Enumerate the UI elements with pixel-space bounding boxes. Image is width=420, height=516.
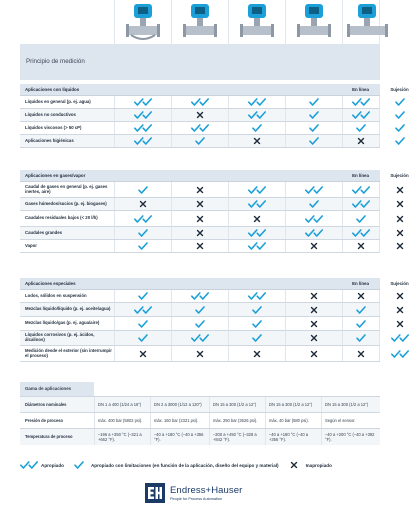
table-row xyxy=(20,317,380,331)
suitability-cell xyxy=(228,198,285,210)
double-check-icon xyxy=(134,111,152,119)
thermal-meter-image xyxy=(290,1,338,43)
range-value: DN 15 a 300 (1/2 a 12") xyxy=(209,397,265,412)
suitability-cell xyxy=(285,135,342,147)
application-label: Medición desde el exterior (sin interrumpir el proceso) xyxy=(25,347,112,358)
double-check-icon xyxy=(352,229,370,237)
cross-icon xyxy=(391,292,409,300)
cross-icon xyxy=(391,306,409,314)
range-value: DN 2 a 3000 (1/12 a 120") xyxy=(150,397,209,412)
double-check-icon xyxy=(134,215,152,223)
product-cell xyxy=(285,0,342,44)
table-row xyxy=(20,135,380,148)
double-check-icon xyxy=(191,334,209,342)
check-icon xyxy=(305,98,323,106)
double-check-icon xyxy=(391,350,409,358)
suitability-cell xyxy=(171,317,228,330)
suitability-cell xyxy=(379,346,420,361)
brand-logo xyxy=(145,478,275,508)
cross-icon xyxy=(391,242,409,250)
double-check-icon xyxy=(134,98,152,106)
suitability-cell xyxy=(171,346,228,361)
suitability-cell xyxy=(114,109,171,121)
suitability-cell xyxy=(228,303,285,316)
check-icon xyxy=(191,306,209,314)
cross-icon xyxy=(352,242,370,250)
suitability-cell xyxy=(379,303,420,316)
check-icon xyxy=(248,124,266,132)
cross-icon xyxy=(305,334,323,342)
cross-icon xyxy=(191,229,209,237)
range-value: –40 a +200 °C (–40 a +392 °F). xyxy=(321,429,380,445)
range-value: –40 a +180 °C (–40 a +356 °F). xyxy=(150,429,209,445)
application-label: Mezclas líquido/gas (p. ej. agua/aire) xyxy=(25,320,100,326)
suitability-cell xyxy=(342,122,379,134)
application-label: Caudal de gases en general (p. ej. gases inertes, aire) xyxy=(25,183,108,194)
endress-hauser-logo-icon xyxy=(145,483,165,503)
double-check-icon xyxy=(134,124,152,132)
brand-name: Endress+Hauser xyxy=(170,485,243,496)
cross-icon xyxy=(305,320,323,328)
suitability-cell xyxy=(171,240,228,252)
check-icon xyxy=(248,306,266,314)
application-section xyxy=(20,278,409,362)
section-rows xyxy=(20,182,380,253)
suitability-cell xyxy=(228,211,285,226)
suitability-cell xyxy=(379,182,420,197)
cross-icon xyxy=(191,200,209,208)
product-cell xyxy=(114,0,171,44)
range-value: máx. 250 bar (3626 psi). xyxy=(209,413,265,428)
suitability-cell xyxy=(171,122,228,134)
application-label: Lodos, sólidos en suspensión xyxy=(25,292,87,298)
suitability-cell xyxy=(285,317,342,330)
check-icon xyxy=(134,292,152,300)
suitability-cell xyxy=(228,109,285,121)
cross-icon xyxy=(285,461,303,469)
suitability-cell xyxy=(285,240,342,252)
section-rows xyxy=(20,290,380,362)
cross-icon xyxy=(134,200,152,208)
suitability-cell xyxy=(342,198,379,210)
suitability-cell xyxy=(379,290,420,302)
product-image-row xyxy=(20,0,380,44)
suitability-cell xyxy=(228,346,285,361)
application-label: Mezclas líquido/líquido (p. ej. aceite/agua) xyxy=(25,306,111,312)
suitability-cell xyxy=(379,317,420,330)
table-row xyxy=(20,182,380,198)
suitability-cell xyxy=(285,109,342,121)
double-check-icon xyxy=(191,98,209,106)
table-row xyxy=(20,227,380,240)
application-range-row xyxy=(20,428,380,445)
application-label: Gases húmedos/sucios (p. ej. biogases) xyxy=(25,200,107,206)
cross-icon xyxy=(305,350,323,358)
cross-icon xyxy=(248,215,266,223)
double-check-icon xyxy=(305,229,323,237)
clamp-on-column-header: Sujeción xyxy=(390,173,409,178)
check-icon xyxy=(305,200,323,208)
electromagnetic-meter-image xyxy=(176,1,224,43)
suitability-cell xyxy=(171,198,228,210)
table-row xyxy=(20,211,380,227)
section-rows xyxy=(20,96,380,148)
check-icon xyxy=(352,306,370,314)
legend-limited xyxy=(70,461,279,469)
suitability-cell xyxy=(114,346,171,361)
application-section xyxy=(20,170,409,253)
cross-icon xyxy=(191,215,209,223)
application-label: Líquidos corrosivos (p. ej. ácidos, álcalinos) xyxy=(25,332,95,342)
double-check-icon xyxy=(248,229,266,237)
legend xyxy=(20,458,380,472)
suitability-cell xyxy=(114,122,171,134)
suitability-cell xyxy=(342,346,379,361)
suitability-cell xyxy=(379,122,420,134)
suitability-cell xyxy=(228,290,285,302)
section-header xyxy=(20,278,409,290)
product-cell xyxy=(228,0,285,44)
double-check-icon xyxy=(352,200,370,208)
double-check-icon xyxy=(352,111,370,119)
double-check-icon xyxy=(248,242,266,250)
suitability-cell xyxy=(285,303,342,316)
cross-icon xyxy=(305,306,323,314)
legend-unsuitable xyxy=(285,461,332,469)
product-cell xyxy=(342,0,379,44)
suitability-cell xyxy=(342,109,379,121)
suitability-cell xyxy=(379,96,420,108)
cross-icon xyxy=(191,111,209,119)
inline-column-header: En línea xyxy=(352,281,369,286)
application-label: Líquidos viscosos (> 50 cP) xyxy=(25,124,82,130)
suitability-cell xyxy=(171,331,228,345)
double-check-icon xyxy=(248,111,266,119)
range-value: DN 15 a 300 (1/2 a 12") xyxy=(265,397,321,412)
suitability-cell xyxy=(114,290,171,302)
table-row xyxy=(20,198,380,211)
section-header xyxy=(20,170,409,182)
application-section xyxy=(20,84,409,148)
cross-icon xyxy=(352,350,370,358)
double-check-icon xyxy=(134,306,152,314)
range-row-label: Presión de proceso xyxy=(25,417,63,423)
check-icon xyxy=(391,137,409,145)
section-title: Aplicaciones especiales xyxy=(25,280,76,286)
suitability-cell xyxy=(114,303,171,316)
suitability-cell xyxy=(342,182,379,197)
product-cell xyxy=(171,0,228,44)
table-row xyxy=(20,240,380,253)
check-icon xyxy=(134,186,152,194)
cross-icon xyxy=(305,292,323,300)
table-row xyxy=(20,346,380,362)
title-row xyxy=(20,44,380,80)
suitability-cell xyxy=(171,135,228,147)
cross-icon xyxy=(391,320,409,328)
suitability-cell xyxy=(342,96,379,108)
suitability-cell xyxy=(171,211,228,226)
table-row xyxy=(20,331,380,346)
application-label: Aplicaciones higiénicas xyxy=(25,137,74,143)
suitability-cell xyxy=(285,96,342,108)
suitability-cell xyxy=(342,227,379,239)
suitability-cell xyxy=(228,317,285,330)
range-row-label: Temperatura de proceso xyxy=(25,434,73,440)
double-check-icon xyxy=(191,124,209,132)
application-label: Caudales grandes xyxy=(25,229,63,235)
application-range-row xyxy=(20,412,380,428)
suitability-cell xyxy=(114,182,171,197)
double-check-icon xyxy=(248,200,266,208)
cross-icon xyxy=(352,292,370,300)
check-icon xyxy=(391,124,409,132)
range-value: DN 1 a 400 (1/24 a 16") xyxy=(94,397,150,412)
brand-tagline: People for Process Automation xyxy=(170,497,223,501)
suitability-cell xyxy=(285,346,342,361)
range-value: –200 a +450 °C (–328 a +842 °F). xyxy=(209,429,265,445)
measurement-principle-title: Principio de medición xyxy=(26,58,85,66)
section-title: Aplicaciones con líquidos xyxy=(25,86,80,92)
double-check-icon xyxy=(134,137,152,145)
section-title: Aplicaciones en gases/vapor xyxy=(25,172,86,178)
check-icon xyxy=(391,98,409,106)
check-icon xyxy=(134,242,152,250)
inline-column-header: En línea xyxy=(352,87,369,92)
suitability-cell xyxy=(114,227,171,239)
application-range-row xyxy=(20,396,380,412)
double-check-icon xyxy=(352,98,370,106)
suitability-cell xyxy=(114,240,171,252)
suitability-cell xyxy=(171,227,228,239)
check-icon xyxy=(191,320,209,328)
suitability-cell xyxy=(285,211,342,226)
suitability-cell xyxy=(285,331,342,345)
suitability-cell xyxy=(379,109,420,121)
cross-icon xyxy=(391,215,409,223)
cross-icon xyxy=(391,186,409,194)
application-range-table xyxy=(20,382,380,445)
suitability-cell xyxy=(342,211,379,226)
vortex-meter-image xyxy=(233,1,281,43)
legend-suitable-label: Apropiado xyxy=(41,462,64,468)
check-icon xyxy=(352,215,370,223)
legend-unsuitable-label: Inapropiado xyxy=(305,462,332,468)
cross-icon xyxy=(191,350,209,358)
suitability-cell xyxy=(342,135,379,147)
suitability-cell xyxy=(228,227,285,239)
suitability-cell xyxy=(379,198,420,210)
double-check-icon xyxy=(191,292,209,300)
suitability-cell xyxy=(228,331,285,345)
suitability-cell xyxy=(228,122,285,134)
table-row xyxy=(20,290,380,303)
application-range-title: Gama de aplicaciones xyxy=(20,382,94,396)
range-value: máx. 40 bar (580 psi). xyxy=(265,413,321,428)
suitability-cell xyxy=(285,122,342,134)
suitability-cell xyxy=(114,211,171,226)
suitability-cell xyxy=(342,317,379,330)
range-value: –196 a +350 °C (–321 a +662 °F). xyxy=(94,429,150,445)
range-value: máx. 400 bar (5802 psi). xyxy=(94,413,150,428)
check-icon xyxy=(305,111,323,119)
range-value: Según el sensor. xyxy=(321,413,380,428)
suitability-cell xyxy=(379,240,420,252)
suitability-cell xyxy=(228,182,285,197)
clamp-on-column-header: Sujeción xyxy=(390,87,409,92)
application-label: Vapor xyxy=(25,242,37,248)
suitability-cell xyxy=(114,331,171,345)
cross-icon xyxy=(391,229,409,237)
suitability-cell xyxy=(285,227,342,239)
legend-limited-label: Apropiado con limitaciones (en función de la aplicación, diseño del equipo y material) xyxy=(90,462,279,468)
suitability-cell xyxy=(171,96,228,108)
suitability-cell xyxy=(114,317,171,330)
table-row xyxy=(20,109,380,122)
suitability-cell xyxy=(114,96,171,108)
suitability-cell xyxy=(379,227,420,239)
suitability-cell xyxy=(342,240,379,252)
check-icon xyxy=(352,124,370,132)
check-icon xyxy=(352,320,370,328)
double-check-icon xyxy=(248,98,266,106)
check-icon xyxy=(391,111,409,119)
application-range-header xyxy=(20,382,380,396)
legend-suitable xyxy=(20,461,64,469)
suitability-cell xyxy=(379,211,420,226)
double-check-icon xyxy=(20,461,38,469)
suitability-cell xyxy=(228,96,285,108)
cross-icon xyxy=(248,137,266,145)
check-icon xyxy=(134,229,152,237)
check-icon xyxy=(134,320,152,328)
check-icon xyxy=(248,334,266,342)
double-check-icon xyxy=(248,292,266,300)
range-row-label: Diámetros nominales xyxy=(25,401,67,407)
suitability-cell xyxy=(171,109,228,121)
suitability-cell xyxy=(342,290,379,302)
suitability-cell xyxy=(171,182,228,197)
suitability-cell xyxy=(228,135,285,147)
cross-icon xyxy=(191,186,209,194)
double-check-icon xyxy=(248,186,266,194)
clamp-on-column-header: Sujeción xyxy=(390,281,409,286)
application-label: Líquidos no conductivos xyxy=(25,111,76,117)
table-row xyxy=(20,122,380,135)
table-row xyxy=(20,303,380,317)
range-value: DN 15 a 300 (1/2 a 12") xyxy=(321,397,380,412)
suitability-cell xyxy=(285,290,342,302)
check-icon xyxy=(305,137,323,145)
double-check-icon xyxy=(391,334,409,342)
cross-icon xyxy=(391,200,409,208)
cross-icon xyxy=(248,350,266,358)
suitability-cell xyxy=(171,290,228,302)
check-icon xyxy=(70,461,88,469)
cross-icon xyxy=(305,242,323,250)
check-icon xyxy=(191,137,209,145)
header-blank-cell xyxy=(20,0,114,44)
coriolis-meter-image xyxy=(119,1,167,43)
range-value: máx. 160 bar (2321 psi). xyxy=(150,413,209,428)
suitability-cell xyxy=(114,135,171,147)
cross-icon xyxy=(352,137,370,145)
suitability-cell xyxy=(285,198,342,210)
ultrasonic-meter-image xyxy=(343,1,379,43)
suitability-cell xyxy=(379,331,420,345)
double-check-icon xyxy=(305,215,323,223)
suitability-cell xyxy=(114,198,171,210)
double-check-icon xyxy=(305,186,323,194)
application-label: Líquidos en general (p. ej. agua) xyxy=(25,98,91,104)
check-icon xyxy=(305,124,323,132)
suitability-cell xyxy=(342,303,379,316)
suitability-cell xyxy=(285,182,342,197)
table-row xyxy=(20,96,380,109)
check-icon xyxy=(134,334,152,342)
suitability-cell xyxy=(379,135,420,147)
check-icon xyxy=(248,320,266,328)
suitability-cell xyxy=(228,240,285,252)
suitability-cell xyxy=(342,331,379,345)
check-icon xyxy=(352,334,370,342)
suitability-cell xyxy=(171,303,228,316)
range-value: –40 a +180 °C (–40 a +356 °F). xyxy=(265,429,321,445)
cross-icon xyxy=(134,350,152,358)
product-header xyxy=(20,0,380,80)
double-check-icon xyxy=(352,186,370,194)
section-header xyxy=(20,84,409,96)
application-label: Caudales residuales bajos (< 20 l/h) xyxy=(25,215,98,221)
inline-column-header: En línea xyxy=(352,173,369,178)
cross-icon xyxy=(191,242,209,250)
